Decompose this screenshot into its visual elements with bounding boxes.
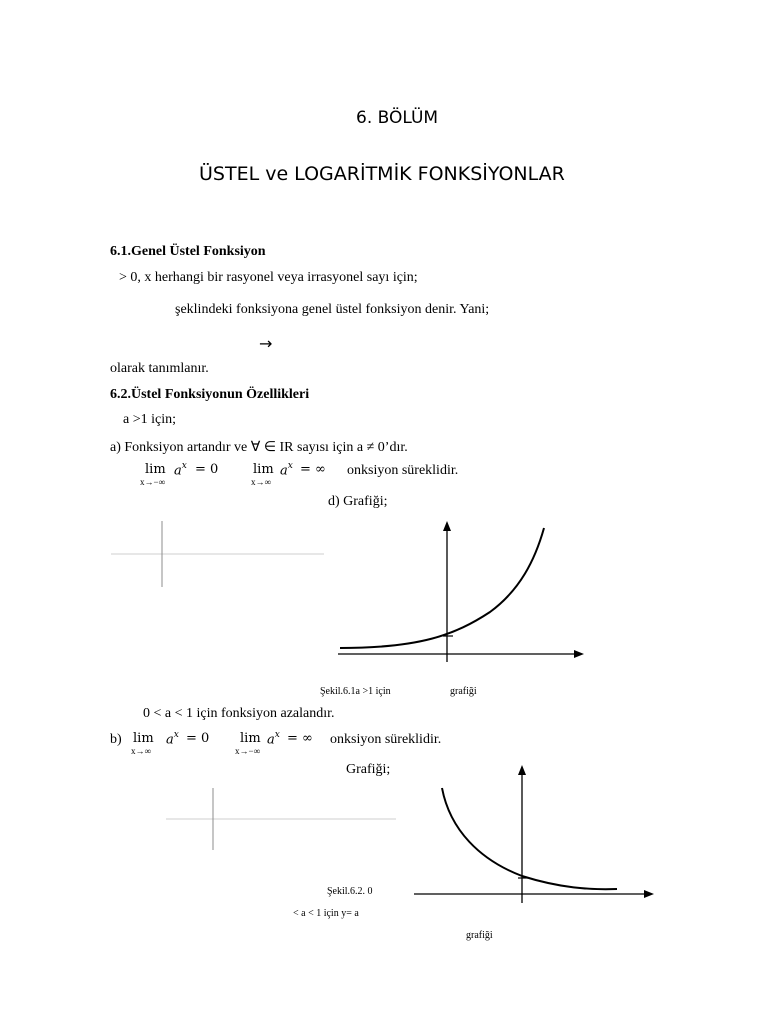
item-d-text: d) Grafiği; <box>328 494 388 509</box>
figure-1-caption-right: grafiği <box>450 686 477 697</box>
figure-2-caption-line-2: < a < 1 için y= a <box>293 908 359 919</box>
figure-1-caption: Şekil.6.1a >1 için <box>320 686 391 697</box>
chapter-heading: 6. BÖLÜM <box>356 108 439 128</box>
section-1-line-3: olarak tanımlanır. <box>110 361 209 376</box>
graph-2-label: Grafiği; <box>346 762 391 777</box>
arrow-symbol: → <box>259 334 273 353</box>
section-2-title: 6.2.Üstel Fonksiyonun Özellikleri <box>110 387 310 402</box>
section-1-line-1: > 0, x herhangi bir rasyonel veya irrasyonel sayı için; <box>119 270 418 285</box>
page-title: ÜSTEL ve LOGARİTMİK FONKSİYONLAR <box>199 163 565 185</box>
figure-2-caption-line-3: grafiği <box>466 930 493 941</box>
section-1-title: 6.1.Genel Üstel Fonksiyon <box>110 244 266 259</box>
item-b-label: b) <box>110 732 122 747</box>
continuity-text-2: onksiyon süreklidir. <box>330 732 442 747</box>
item-a-text: a) Fonksiyon artandır ve ∀ ∈ IR sayısı için a ≠ 0’dır. <box>110 440 408 455</box>
case-a-greater-1: a >1 için; <box>123 412 176 427</box>
section-1-line-2: şeklindeki fonksiyona genel üstel fonksiyon denir. Yani; <box>175 302 490 317</box>
case-a-between-0-1: 0 < a < 1 için fonksiyon azalandır. <box>143 706 335 721</box>
figure-2-caption-line-1: Şekil.6.2. 0 <box>327 886 373 897</box>
continuity-text-1: onksiyon süreklidir. <box>347 463 459 478</box>
